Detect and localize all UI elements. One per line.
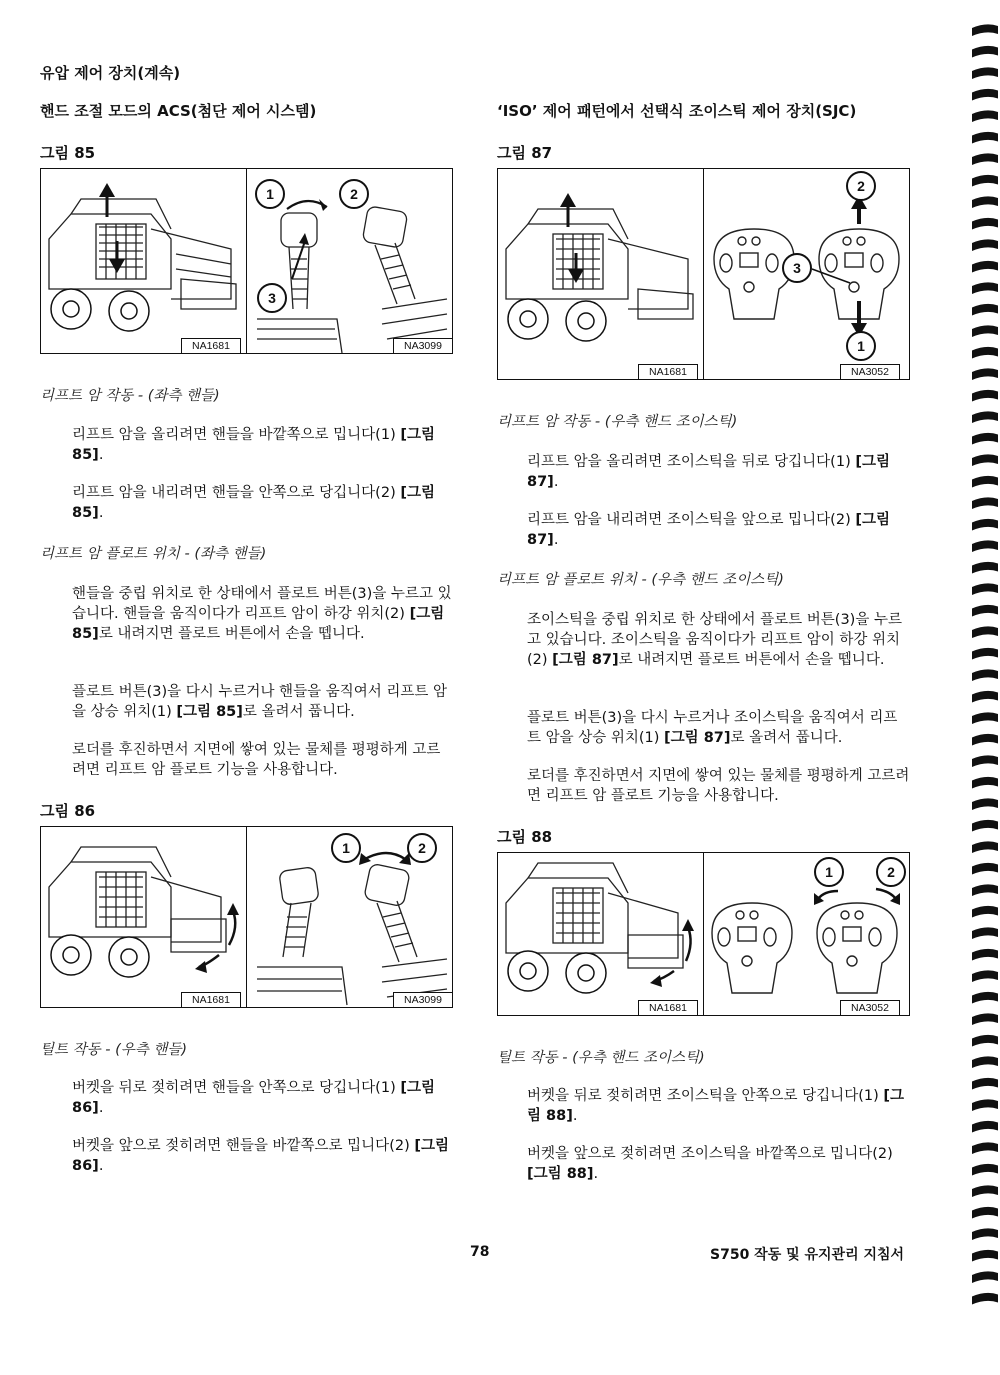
callout-badge: 2 — [339, 179, 369, 209]
callout-badge: 1 — [255, 179, 285, 209]
paragraph: 리프트 암을 올리려면 조이스틱을 뒤로 당깁니다(1) [그림 87]. — [527, 454, 890, 490]
callout-badge: 1 — [846, 331, 876, 361]
figure-reference: [그림 85] — [72, 485, 435, 521]
binding-ring — [972, 884, 998, 896]
binding-ring — [972, 46, 998, 58]
skid-steer-loader-drawing — [41, 169, 245, 353]
figure-reference: [그림 88] — [527, 1088, 904, 1124]
callout-badge: 3 — [782, 253, 812, 283]
paragraph: 로더를 후진하면서 지면에 쌓여 있는 물체를 평평하게 고르려면 리프트 암 플로트 기능을 사용합니다. — [72, 742, 441, 778]
binding-ring — [972, 820, 998, 832]
binding-ring — [972, 605, 998, 617]
figure-87 — [497, 168, 910, 380]
paragraph: 버켓을 앞으로 젖히려면 조이스틱을 바깥쪽으로 밉니다(2) [그림 88]. — [527, 1146, 893, 1182]
binding-ring — [972, 261, 998, 273]
joystick-illustration — [704, 169, 909, 379]
binding-ring — [972, 218, 998, 230]
binding-ring — [972, 1056, 998, 1068]
figure-reference: [그림 88] — [527, 1166, 594, 1182]
figure-code: NA1681 — [638, 364, 698, 380]
figure-reference: [그림 87] — [664, 730, 731, 746]
paragraph: 플로트 버튼(3)을 다시 누르거나 핸들을 움직여서 리프트 암을 상승 위치(1) [그림 85]로 올려서 풉니다. — [72, 684, 447, 720]
loader-illustration — [498, 169, 704, 379]
binding-ring — [972, 282, 998, 294]
figure-code: NA3099 — [393, 992, 453, 1008]
binding-ring — [972, 1185, 998, 1197]
binding-ring — [972, 1078, 998, 1090]
binding-ring — [972, 540, 998, 552]
binding-ring — [972, 562, 998, 574]
binding-ring — [972, 411, 998, 423]
binding-ring — [972, 175, 998, 187]
right-heading: ‘ISO’ 제어 패턴에서 선택식 조이스틱 제어 장치(SJC) — [497, 102, 857, 120]
binding-ring — [972, 1035, 998, 1047]
callout-badge: 3 — [257, 283, 287, 313]
binding-ring — [972, 1271, 998, 1283]
loader-illustration — [41, 827, 247, 1007]
paragraph: 버켓을 뒤로 젖히려면 핸들을 안쪽으로 당깁니다(1) [그림 86]. — [72, 1080, 435, 1116]
binding-ring — [972, 1250, 998, 1262]
subheading: 틸트 작동 - (우측 핸드 조이스틱) — [497, 1050, 705, 1066]
binding-ring — [972, 927, 998, 939]
paragraph: 버켓을 뒤로 젖히려면 조이스틱을 안쪽으로 당깁니다(1) [그림 88]. — [527, 1088, 904, 1124]
binding-ring — [972, 1121, 998, 1133]
page-number: 78 — [470, 1244, 490, 1260]
skid-steer-loader-drawing — [498, 169, 702, 379]
manual-title: S750 작동 및 유지관리 지침서 — [710, 1247, 905, 1263]
binding-ring — [972, 497, 998, 509]
binding-ring — [972, 454, 998, 466]
callout-badge: 1 — [814, 857, 844, 887]
binding-ring — [972, 583, 998, 595]
figure-code: NA3052 — [840, 1000, 900, 1016]
binding-ring — [972, 110, 998, 122]
binding-ring — [972, 906, 998, 918]
skid-steer-loader-drawing — [498, 853, 702, 1015]
binding-ring — [972, 648, 998, 660]
paragraph: 리프트 암을 내리려면 핸들을 안쪽으로 당깁니다(2) [그림 85]. — [72, 485, 435, 521]
binding-ring — [972, 153, 998, 165]
binding-ring — [972, 476, 998, 488]
callout-badge: 2 — [846, 171, 876, 201]
figure-86-label: 그림 86 — [40, 802, 96, 820]
paragraph: 버켓을 앞으로 젖히려면 핸들을 바깥쪽으로 밉니다(2) [그림 86]. — [72, 1138, 449, 1174]
figure-86 — [40, 826, 453, 1008]
binding-ring — [972, 1164, 998, 1176]
handle-illustration — [247, 169, 452, 353]
binding-ring — [972, 669, 998, 681]
loader-illustration — [41, 169, 247, 353]
binding-ring — [972, 24, 998, 36]
left-heading: 핸드 조절 모드의 ACS(첨단 제어 시스템) — [40, 102, 317, 120]
binding-ring — [972, 949, 998, 961]
figure-85 — [40, 168, 453, 354]
figure-reference: [그림 85] — [72, 427, 435, 463]
binding-ring — [972, 712, 998, 724]
figure-code: NA1681 — [181, 338, 241, 354]
paragraph: 핸들을 중립 위치로 한 상태에서 플로트 버튼(3)을 누르고 있습니다. 핸들을 움직이다가 리프트 암이 하강 위치(2) [그림 85]로 내려지면 플로트 버튼에서 손을 뗍니다. — [72, 586, 452, 642]
subheading: 리프트 암 작동 - (우측 핸드 조이스틱) — [497, 414, 738, 430]
binding-ring — [972, 734, 998, 746]
binding-ring — [972, 1207, 998, 1219]
binding-ring — [972, 67, 998, 79]
figure-code: NA3052 — [840, 364, 900, 380]
binding-ring — [972, 132, 998, 144]
binding-ring — [972, 196, 998, 208]
figure-reference: [그림 87] — [527, 454, 890, 490]
binding-ring — [972, 89, 998, 101]
subheading: 리프트 암 플로트 위치 - (우측 핸드 조이스틱) — [497, 572, 784, 588]
callout-badge: 2 — [407, 833, 437, 863]
joystick-illustration — [704, 853, 909, 1015]
binding-ring — [972, 970, 998, 982]
binding-ring — [972, 1142, 998, 1154]
binding-ring — [972, 519, 998, 531]
paragraph: 로더를 후진하면서 지면에 쌓여 있는 물체를 평평하게 고르려면 리프트 암 플로트 기능을 사용합니다. — [527, 768, 910, 804]
binding-ring — [972, 626, 998, 638]
binding-ring — [972, 691, 998, 703]
skid-steer-loader-drawing — [41, 827, 245, 1007]
loader-illustration — [498, 853, 704, 1015]
figure-reference: [그림 87] — [527, 512, 890, 548]
binding-ring — [972, 1228, 998, 1240]
spiral-binding — [966, 0, 1000, 1375]
binding-ring — [972, 239, 998, 251]
binding-ring — [972, 798, 998, 810]
binding-ring — [972, 347, 998, 359]
figure-87-label: 그림 87 — [497, 144, 553, 162]
subheading: 리프트 암 플로트 위치 - (좌측 핸들) — [40, 546, 267, 562]
binding-ring — [972, 863, 998, 875]
paragraph: 리프트 암을 올리려면 핸들을 바깥쪽으로 밉니다(1) [그림 85]. — [72, 427, 435, 463]
section-title: 유압 제어 장치(계속) — [40, 64, 181, 82]
figure-code: NA1681 — [181, 992, 241, 1008]
binding-ring — [972, 390, 998, 402]
handle-illustration — [247, 827, 452, 1007]
callout-badge: 1 — [331, 833, 361, 863]
figure-reference: [그림 87] — [552, 652, 619, 668]
binding-ring — [972, 433, 998, 445]
figure-88-label: 그림 88 — [497, 828, 553, 846]
binding-ring — [972, 304, 998, 316]
subheading: 틸트 작동 - (우측 핸들) — [40, 1042, 188, 1058]
figure-code: NA3099 — [393, 338, 453, 354]
binding-ring — [972, 368, 998, 380]
binding-ring — [972, 841, 998, 853]
callout-badge: 2 — [876, 857, 906, 887]
subheading: 리프트 암 작동 - (좌측 핸들) — [40, 388, 220, 404]
paragraph: 조이스틱을 중립 위치로 한 상태에서 플로트 버튼(3)을 누르고 있습니다. 조이스틱을 움직이다가 리프트 암이 하강 위치(2) [그림 87]로 내려지면 플로트 버튼에서 손을 뗍니다. — [527, 612, 902, 668]
figure-reference: [그림 85] — [72, 606, 445, 642]
figure-88 — [497, 852, 910, 1016]
binding-ring — [972, 1013, 998, 1025]
figure-reference: [그림 86] — [72, 1138, 449, 1174]
binding-ring — [972, 325, 998, 337]
figure-reference: [그림 86] — [72, 1080, 435, 1116]
binding-ring — [972, 1099, 998, 1111]
figure-85-label: 그림 85 — [40, 144, 96, 162]
paragraph: 플로트 버튼(3)을 다시 누르거나 조이스틱을 움직여서 리프트 암을 상승 위치(1) [그림 87]로 올려서 풉니다. — [527, 710, 898, 746]
binding-ring — [972, 992, 998, 1004]
figure-code: NA1681 — [638, 1000, 698, 1016]
binding-ring — [972, 1293, 998, 1305]
paragraph: 리프트 암을 내리려면 조이스틱을 앞으로 밉니다(2) [그림 87]. — [527, 512, 890, 548]
binding-ring — [972, 777, 998, 789]
figure-reference: [그림 85] — [176, 704, 243, 720]
binding-ring — [972, 755, 998, 767]
